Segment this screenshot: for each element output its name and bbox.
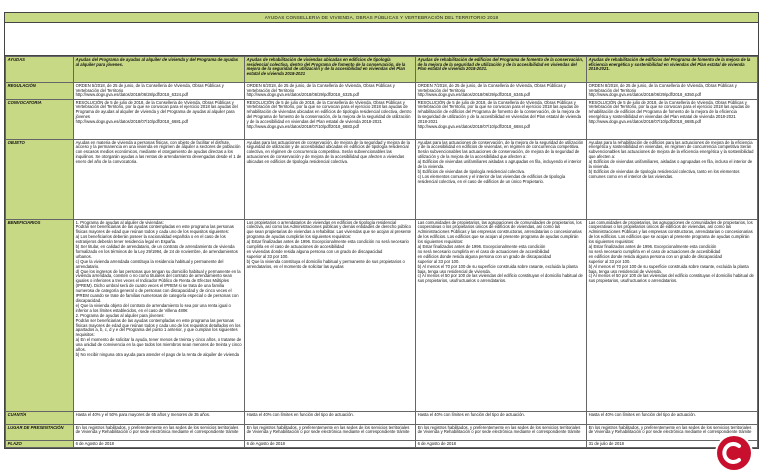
table-row-regulacion xyxy=(6,83,758,100)
document xyxy=(4,12,759,449)
table-cell: 6 de Agosto de 2018 xyxy=(245,440,416,447)
row-label: CONVOCATORIA xyxy=(6,99,74,139)
table-cell: Hasta el 40% con límites en función del tipo de actuación. xyxy=(416,411,587,424)
table-cell: ORDEN 5/2018, de 25 de junio, de la Conselleria de Vivienda, Obras Públicas y Vertebración del Territorio http://www.dogv.gva.es/datos/2018/06/28/pdf/2018_6324.pdf xyxy=(74,83,245,100)
table-row-beneficiarios xyxy=(6,219,758,411)
table-cell: 1. Programa de ayudas al alquiler de viviendas: Podrán ser beneficiarias de las ayudas contempladas en este programa las personas físicas mayores de edad que reúnan todos y cada uno de los requisitos siguientes: a) Los beneficiarios deberán poseer la nacionalidad española o en el caso de los extranjeros deberán tener residencia legal en España. b) Ser titular, en calidad de arrendatario, de un contrato de arrendamiento de vivienda formalizado en los términos de la Ley 29/1994, de 24 de noviembre, de arrendamientos urbanos. c) Que la vivienda arrendada constituya la residencia habitual y permanente del arrendatario. d) Que los ingresos de las personas que tengan su domicilio habitual y permanente en la vivienda arrendada, consten o no como titulares del contrato de arrendamiento sean iguales o inferiores a tres veces el Indicador Público de Renta de Efectos Múltiples (IPREM). Dicho umbral será de cuatro veces el IPREM si se trata de una familia numerosa de categoría general o de personas con discapacidad y de cinco veces el IPREM cuando se trate de familias numerosas de categoría especial o de personas con discapacidad. e) Que la vivienda objeto del contrato de arrendamiento lo sea por una renta igual o inferior a los límites establecidos, en el caso de Villena 480€ 2. Programa de ayudas al alquiler para jóvenes: Podrán ser beneficiarias de las ayudas contempladas en este programa las personas físicas mayores de edad que reúnan todos y cada uno de los requisitos detallados en los apartados a, b, c, d y e del Programa del punto 1 anterior, y que cumplan los siguientes requisitos: a) En el momento de solicitar la ayuda, tener menos de treinta y cinco años, o tratarse de una unidad de convivencia en la que todos los miembros sean menores de treinta y cinco años. b) No recibir ninguna otra ayuda para atender el pago de la renta de alquiler de vivienda xyxy=(74,219,245,411)
table-cell: Ayudas para las actuaciones de conservación, de mejora de la seguridad y mejora de la seguridad de utilización y de accesibilidad ubicadas en edificios de tipología residencial colectiva, en régimen de concurrencia competitiva. Serán subvencionables las actuaciones de conservación y de mejora de la accesibilidad que afecten a viviendas ubicadas en edificios de tipología residencial colectiva. xyxy=(245,139,416,219)
table-cell: En los registros habilitados, y preferentemente en las sedes de los servicios territoriales de Vivienda y Rehabilitación o por sede electrónica mediante el correspondiente trámite xyxy=(74,424,245,440)
row-label: BENEFICIARIOS xyxy=(6,219,74,411)
header-col-1: Ayudas del Programa de ayudas al alquiler de vivienda y del Programa de ayudas al alquiler para jóvenes. xyxy=(74,57,245,83)
aid-table xyxy=(5,56,758,448)
table-cell: En los registros habilitados, y preferentemente en las sedes de los servicios territoriales de Vivienda y Rehabilitación o por sede electrónica mediante el correspondiente trámite xyxy=(416,424,587,440)
row-label: CUANTÍA xyxy=(6,411,74,424)
table-row-plazo xyxy=(6,440,758,447)
header-col-2: Ayudas de rehabilitación de viviendas ubicadas en edificios de tipología residencial colectiva, dentro del Programa de fomento de la conservación, de la mejora de la seguridad de utilización y de la accesibilidad en viviendas del Plan estatal de vivienda 2018-2021 xyxy=(245,57,416,83)
blank-area xyxy=(5,23,758,56)
row-label: REGULACIÓN xyxy=(6,83,74,100)
table-cell: RESOLUCIÓN de 5 de julio de 2018, de la Conselleria de Vivienda, Obras Públicas y Vertebración del Territorio, por la que se convocan para el ejercicio 2018 las ayudas del Programa de ayudas al alquiler de vivienda y del Programa de ayudas al alquiler para jóvenes http://www.dogv.gva.es/datos/2018/07/10/pdf/2018_6681.pdf xyxy=(74,99,245,139)
table-row-cuantia xyxy=(6,411,758,424)
page-banner: AYUDAS CONSELLERIA DE VIVIENDA, OBRAS PÚBLICAS Y VERTEBRACIÓN DEL TERRITORIO 2018 xyxy=(5,13,758,23)
table-header-row xyxy=(6,57,758,83)
table-cell: RESOLUCIÓN de 5 de julio de 2018, de la Conselleria de Vivienda, Obras Públicas y Vertebración del Territorio, por la que se convocan para el ejercicio 2018 las ayudas de rehabilitación de viviendas ubicadas en edificios de tipología residencial colectiva, dentro del Programa de fomento de la conservación, de la mejora de la seguridad de utilización y de la accesibilidad en viviendas del Plan estatal de vivienda 2018-2021 http://www.dogv.gva.es/datos/2018/07/10/pdf/2018_6683.pdf xyxy=(245,99,416,139)
table-cell: ORDEN 7/2018, de 25 de junio, de la Conselleria de Vivienda, Obras Públicas y Vertebración del Territorio http://www.dogv.gva.es/datos/2018/06/29/pdf/2018_6345.pdf xyxy=(416,83,587,100)
table-cell: Ayudas para la rehabilitación de edificios para las actuaciones de mejora de la eficiencia energética y sostenibilidad en viviendas, en régimen de concurrencia competitiva Serán subvencionables las actuaciones de mejora de la eficiencia energética y la sostenibilidad que afecten a: a) Edificios de viviendas unifamiliares, aisladas o agrupadas en fila, incluso el interior de la vivienda. b) Edificios de viviendas de tipología residencial colectiva, tanto en los elementos comunes como en el interior de las viviendas. xyxy=(587,139,758,219)
table-cell: RESOLUCIÓN de 5 de julio de 2018, de la Conselleria de Vivienda, Obras Públicas y Vertebración del Territorio, por la que se convocan para el ejercicio 2018 las ayudas de rehabilitación de edificios del Programa de fomento de la conservación, de la mejora de la seguridad de utilización y de la accesibilidad en viviendas del Plan estatal de vivienda 2018-2021 http://www.dogv.gva.es/datos/2018/07/10/pdf/2018_6684.pdf xyxy=(416,99,587,139)
table-cell: 6 de Agosto de 2018 xyxy=(416,440,587,447)
table-row-objeto xyxy=(6,139,758,219)
table-cell: ORDEN 6/2018, de 25 de junio, de la Conselleria de Vivienda, Obras Públicas y Vertebración del Territorio http://www.dogv.gva.es/datos/2018/06/29/pdf/2018_6325.pdf xyxy=(245,83,416,100)
table-cell: 6 de Agosto de 2018 xyxy=(74,440,245,447)
table-cell: Ayudas para las actuaciones de conservación, de la mejora de la seguridad de utilización y de la accesibilidad en edificios de viviendas, en régimen de concurrencia competitiva. Serán subvencionables las actuaciones de conservación, de mejora de la seguridad de utilización y de la mejora de la accesibilidad que afecten a: a) Edificios de viviendas unifamiliares aisladas o agrupadas en fila, incluyendo el interior de la vivienda. b) Edificios de viviendas de tipología residencial colectiva. c) Los elementos comunes y el interior de las viviendas de edificios de tipología residencial colectiva, en el caso de edificios de un único Propietario. xyxy=(416,139,587,219)
table-cell: Los propietarios o arrendatarios de viviendas en edificios de tipología residencial colectiva, así como las Administraciones públicas y demás entidades de derecho público que sean propietarias de viviendas a rehabilitar. Las viviendas que se acojan al presente programa de ayudas cumplirán los siguientes requisitos: a) Estar finalizadas antes de 1996. Excepcionalmente esta condición no será necesario cumplirla en el caso de actuaciones de accesibilidad en viviendas donde resida alguna persona con un grado de discapacidad superior al 33 por 100. b) Que la vivienda constituya el domicilio habitual y permanente de sus propietarios o arrendatarios, en el momento de solicitar las ayudas xyxy=(245,219,416,411)
table-row-convocatoria xyxy=(6,99,758,139)
table-cell: Hasta el 40% con límites en función del tipo de actuación. xyxy=(245,411,416,424)
table-cell: En los registros habilitados, y preferentemente en las sedes de los servicios territoriales de Vivienda y Rehabilitación o por sede electrónica mediante el correspondiente trámite xyxy=(587,424,758,440)
row-label: PLAZO xyxy=(6,440,74,447)
red-c-logo-icon xyxy=(717,436,751,470)
table-cell: 31 de julio de 2018 xyxy=(587,440,758,447)
row-label: OBJETO xyxy=(6,139,74,219)
header-col-4: Ayudas de rehabilitación de edificios del Programa de fomento de la mejora de la eficiencia energética y sostenibilidad en viviendas del Plan estatal de vivienda 2018-2021. xyxy=(587,57,758,83)
header-label: AYUDAS xyxy=(6,57,74,83)
table-row-lugar xyxy=(6,424,758,440)
row-label: LUGAR DE PRESENTACIÓN xyxy=(6,424,74,440)
table-cell: Hasta el 40% con límites en función del tipo de actuación. xyxy=(587,411,758,424)
table-cell: Hasta el 40% y el 50% para mayores de 65 años y menores de 35 años. xyxy=(74,411,245,424)
table-cell: Las comunidades de propietarios, las agrupaciones de comunidades de propietarios, los cooperativas o los propietarios únicos de edificios de viviendas, así como las Administraciones Públicas y las empresas constructoras, arrendatarias o concesionarias de los edificios. Los edificios que se acojan al presente programa de ayudas cumplirán los siguientes requisitos: a) Estar finalizados antes de 1996. Excepcionalmente esta condición no será necesario cumplirla en el caso de actuaciones de accesibilidad en edificios donde resida alguna persona con un grado de discapacidad superior al 33 por 100. b) Al menos el 70 por 100 de su superficie construida sobre rasante, excluida la planta baja, tenga uso residencial de vivienda. c) Al menos el 50 por 100 de las viviendas del edificio constituyan el domicilio habitual de sus propietarios, usufructuarios o arrendatarios. xyxy=(587,219,758,411)
table-cell: Las comunidades de propietarios, las agrupaciones de comunidades de propietarios, los cooperativas o los propietarios únicos de edificios de viviendas, así como las Administraciones Públicas y las empresas constructoras, arrendatarias o concesionarias de los edificios. Los edificios que se acojan al presente programa de ayudas cumplirán los siguientes requisitos: a) Estar finalizados antes de 1996. Excepcionalmente esta condición no será necesario cumplirla en el caso de actuaciones de accesibilidad en edificios donde resida alguna persona con un grado de discapacidad superior al 33 por 100. b) Al menos el 70 por 100 de su superficie construida sobre rasante, excluida la planta baja, tenga uso residencial de vivienda. c) Al menos el 50 por 100 de las viviendas del edificio constituyan el domicilio habitual de sus propietarios, usufructuarios o arrendatarios. xyxy=(416,219,587,411)
table-cell: ORDEN 8/2018, de 25 de junio, de la Conselleria de Vivienda, Obras Públicas y Vertebración del Territorio http://www.dogv.gva.es/datos/2018/06/29/pdf/2018_6350.pdf xyxy=(587,83,758,100)
table-cell: RESOLUCIÓN de 5 de julio de 2018, de la Conselleria de Vivienda, Obras Públicas y Vertebración del Territorio, por la que se convocan para el ejercicio 2018 las ayudas de rehabilitación de edificios del Programa de fomento de la mejora de la eficiencia energética y sostenibilidad en viviendas del Plan estatal de vivienda 2018-2021 http://www.dogv.gva.es/datos/2018/07/10/pdf/2018_6685.pdf xyxy=(587,99,758,139)
header-col-3: Ayudas de rehabilitación de edificios del Programa de fomento de la conservación, de la mejora de la seguridad de utilización y de la accesibilidad en viviendas del Plan estatal de vivienda 2018-2021. xyxy=(416,57,587,83)
table-cell: En los registros habilitados, y preferentemente en las sedes de los servicios territoriales de Vivienda y Rehabilitación o por sede electrónica mediante el correspondiente trámite xyxy=(245,424,416,440)
table-cell: Ayudas en materia de vivienda a personas físicas, con objeto de facilitar el disfrute, acceso y la permanencia en una vivienda en régimen de alquiler a sectores de población con escasos medios económicos, mediante el otorgamiento de ayudas directas a los inquilinos. Se otorgarán ayudas a las rentas de arrendamiento devengadas desde el 1 de enero del año de la convocatoria. xyxy=(74,139,245,219)
